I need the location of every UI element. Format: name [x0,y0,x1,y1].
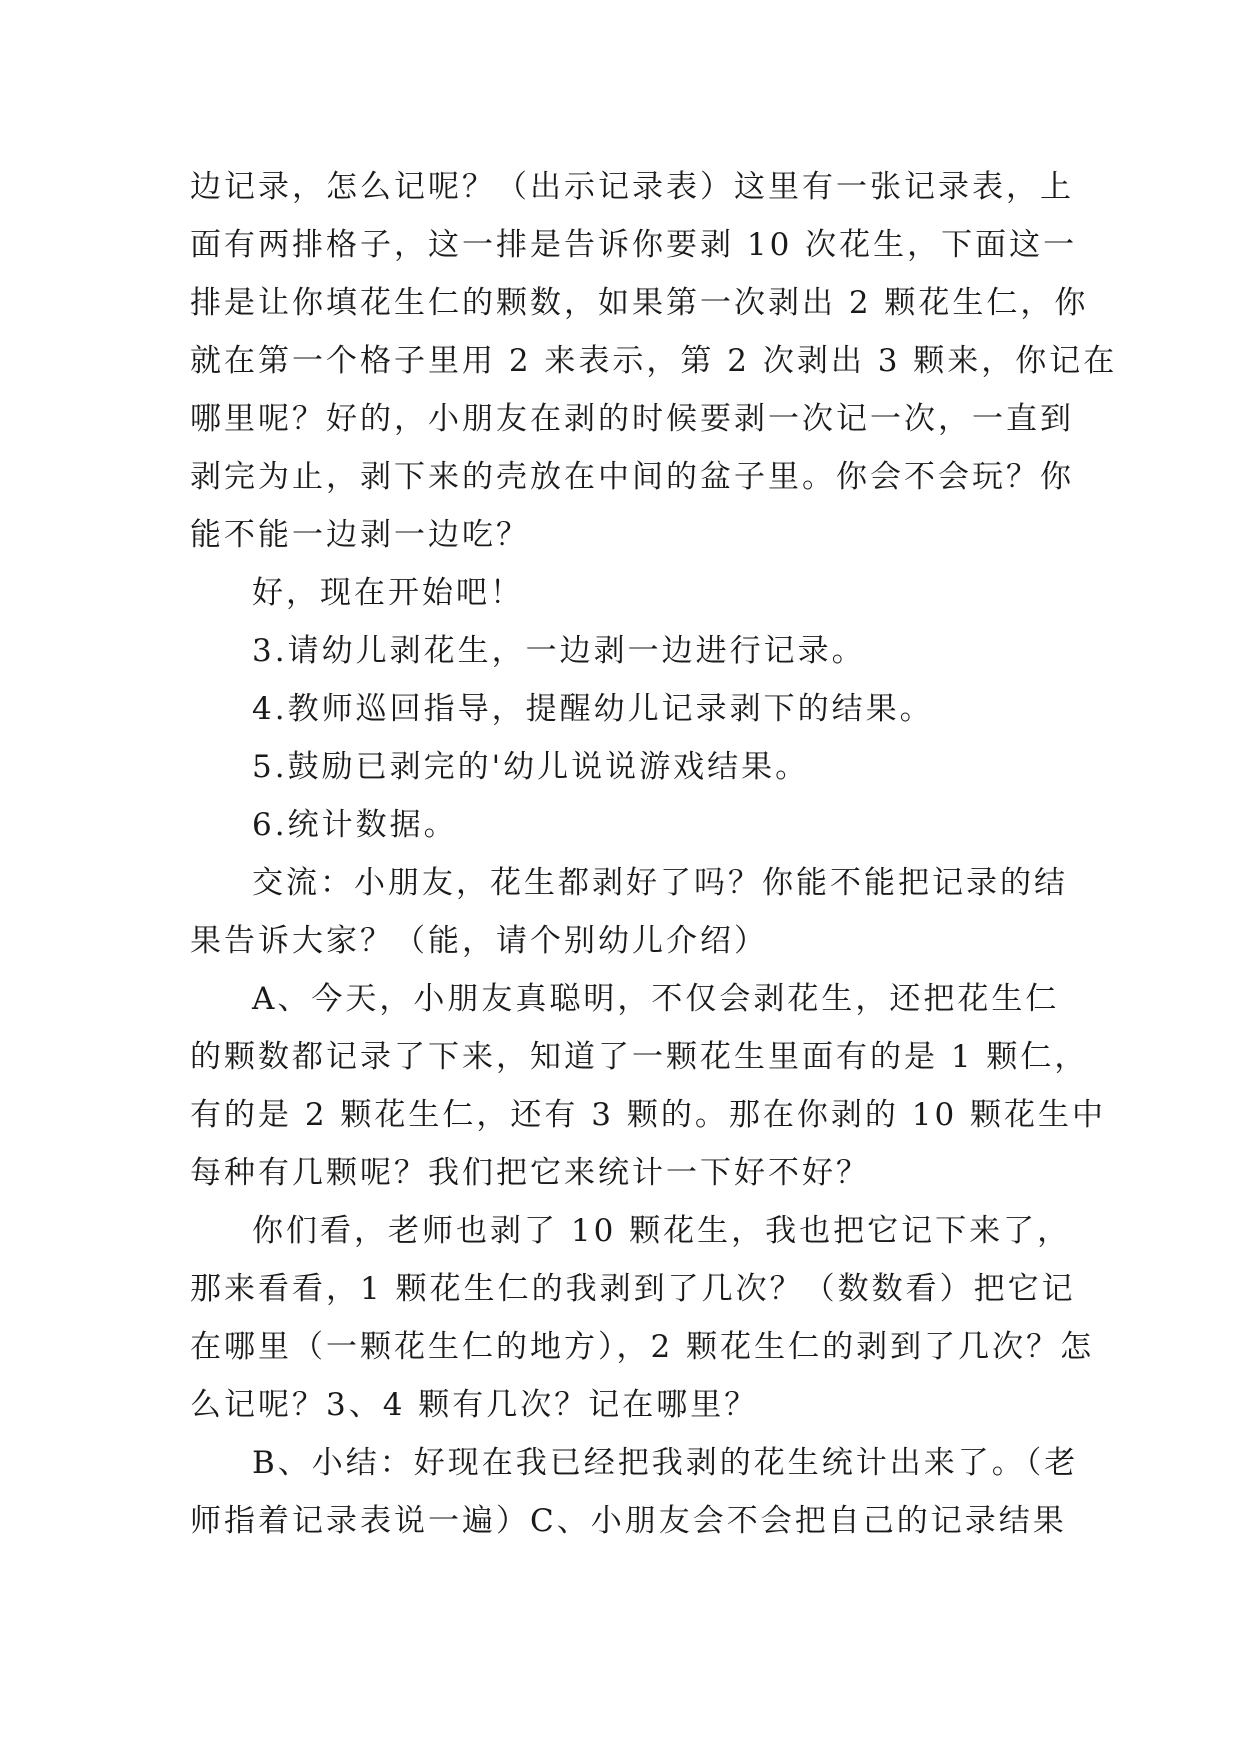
text-line: 哪里呢？好的，小朋友在剥的时候要剥一次记一次，一直到 [190,401,1074,437]
text-line: 就在第一个格子里用 2 来表示，第 2 次剥出 3 颗来，你记在 [190,343,1118,379]
text-line: 那来看看，1 颗花生仁的我剥到了几次？（数数看）把它记 [190,1271,1076,1307]
text-line: A、今天，小朋友真聪明，不仅会剥花生，还把花生仁 [252,981,1060,1017]
text-line: 剥完为止，剥下来的壳放在中间的盆子里。你会不会玩？你 [190,459,1074,495]
text-line: 面有两排格子，这一排是告诉你要剥 10 次花生，下面这一 [190,227,1078,263]
text-line: 每种有几颗呢？我们把它来统计一下好不好？ [190,1155,870,1191]
text-line: 排是让你填花生仁的颗数，如果第一次剥出 2 颗花生仁，你 [190,285,1089,321]
text-line: B、小结：好现在我已经把我剥的花生统计出来了。（老 [252,1445,1079,1481]
text-line: 好，现在开始吧！ [252,575,524,611]
text-line: 么记呢？3、4 颗有几次？记在哪里？ [190,1387,759,1423]
text-line: 有的是 2 颗花生仁，还有 3 颗的。那在你剥的 10 颗花生中 [190,1097,1107,1133]
text-line: 边记录，怎么记呢？（出示记录表）这里有一张记录表，上 [190,169,1074,205]
text-line: 5.鼓励已剥完的'幼儿说说游戏结果。 [252,749,810,785]
text-line: 6.统计数据。 [252,807,458,843]
text-line: 交流：小朋友，花生都剥好了吗？你能不能把记录的结 [252,865,1068,901]
body-text [190,158,1118,1550]
text-line: 能不能一边剥一边吃？ [190,517,530,553]
text-line: 4.教师巡回指导，提醒幼儿记录剥下的结果。 [252,691,934,727]
text-line: 3.请幼儿剥花生，一边剥一边进行记录。 [252,633,866,669]
text-line: 你们看，老师也剥了 10 颗花生，我也把它记下来了， [252,1213,1072,1249]
text-line: 的颗数都记录了下来，知道了一颗花生里面有的是 1 颗仁， [190,1039,1089,1075]
text-line: 师指着记录表说一遍）C、小朋友会不会把自己的记录结果 [190,1503,1067,1539]
text-line: 果告诉大家？（能，请个别幼儿介绍） [190,923,768,959]
text-line: 在哪里（一颗花生仁的地方），2 颗花生仁的剥到了几次？怎 [190,1329,1095,1365]
